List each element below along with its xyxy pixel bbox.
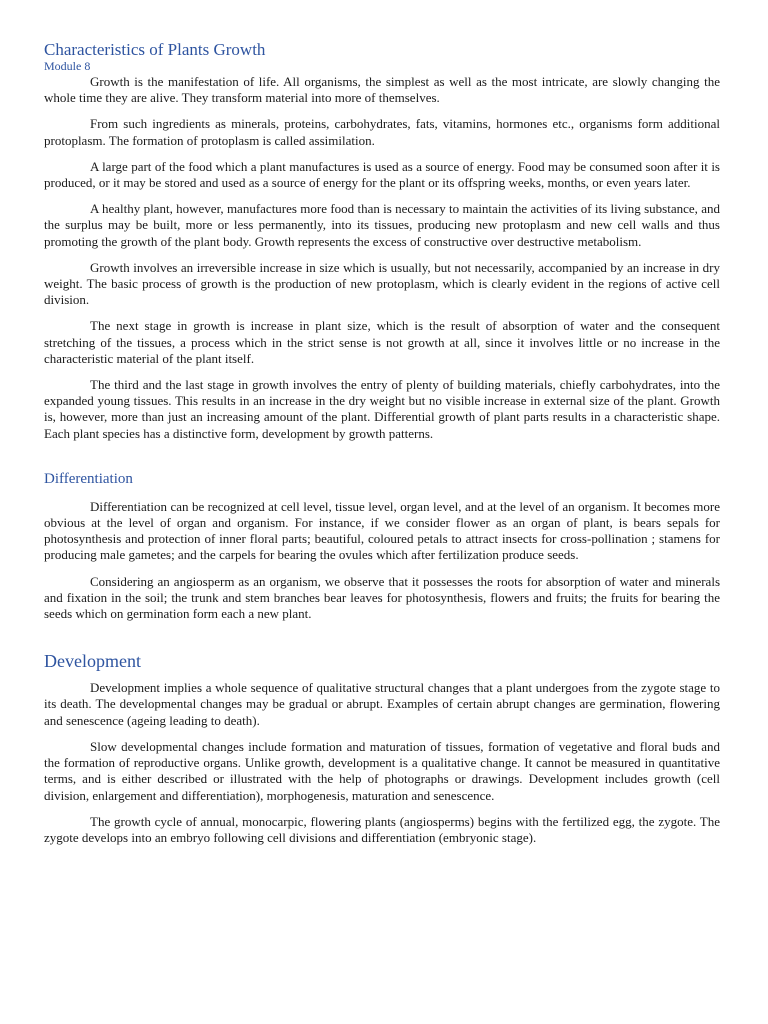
development-paragraph: Slow developmental changes include formation and maturation of tissues, formation of vegetative and floral buds and the formation of reproductive organs. Unlike growth, development is a qualitative change. It cannot be measured in quantitative terms, and is either described or illustrated with the help of photographs or drawings. Development includes growth (cell division, enlargement and differentiation), morphogenesis, maturation and senescence. bbox=[44, 738, 720, 803]
document-title: Characteristics of Plants Growth bbox=[44, 40, 266, 59]
differentiation-section bbox=[44, 499, 720, 622]
growth-paragraph: Growth involves an irreversible increase in size which is usually, but not necessarily, accompanied by an increase in dry weight. The basic process of growth is the production of new protoplasm, which is clearly evident in the regions of active cell division. bbox=[44, 259, 720, 308]
development-heading: Development bbox=[44, 651, 141, 672]
development-paragraph: Development implies a whole sequence of qualitative structural changes that a plant undergoes from the zygote stage to its death. The developmental changes may be gradual or abrupt. Examples of certain abrupt changes are germination, flowering and senescence (ageing leading to death). bbox=[44, 680, 720, 728]
document-page bbox=[44, 40, 720, 856]
growth-paragraph: The next stage in growth is increase in plant size, which is the result of absorption of water and the consequent stretching of the tissues, a process which in the strict sense is not growth at all, since it involves little or no increase in the characteristic material of the plant itself. bbox=[44, 318, 720, 366]
differentiation-paragraph: Differentiation can be recognized at cell level, tissue level, organ level, and at the level of an organism. It becomes more obvious at the level of organ and organism. For instance, if we consider flower as an organ of plant, is bears sepals for photosynthesis and protection of inner floral parts; beautiful, coloured petals to attract insects for cross-pollination ; stamens for producing male gametes; and the carpels for bearing the ovules which after fertilization produce seeds. bbox=[44, 498, 720, 563]
growth-paragraph: The third and the last stage in growth involves the entry of plenty of building materials, chiefly carbohydrates, into the expanded young tissues. This results in an increase in the dry weight but no visible increase in external size of the plant. Growth is, however, more than just an increasing amount of the plant. Differential growth of plant parts results in a characteristic shape. Each plant species has a distinctive form, development by growth patterns. bbox=[44, 377, 720, 441]
module-label: Module 8 bbox=[44, 59, 91, 73]
growth-paragraph: From such ingredients as minerals, proteins, carbohydrates, fats, vitamins, hormones etc., organisms form additional protoplasm. The formation of protoplasm is called assimilation. bbox=[44, 116, 720, 148]
growth-section bbox=[44, 74, 720, 442]
differentiation-heading: Differentiation bbox=[44, 470, 133, 487]
development-paragraph: The growth cycle of annual, monocarpic, flowering plants (angiosperms) begins with the fertilized egg, the zygote. The zygote develops into an embryo following cell divisions and differentiation (embryonic stage). bbox=[44, 813, 720, 845]
growth-paragraph: A healthy plant, however, manufactures more food than is necessary to maintain the activities of its living substance, and the surplus may be built, more or less permanently, into its tissues, producing new protoplasm and new cell walls and thus promoting the growth of the plant body. Growth represents the excess of constructive over destructive metabolism. bbox=[44, 201, 720, 249]
differentiation-paragraph: Considering an angiosperm as an organism, we observe that it possesses the roots for absorption of water and minerals and fixation in the soil; the trunk and stem branches bear leaves for photosynthesis, flowers and fruits; the fruits for bearing the seeds which on germination form each a new plant. bbox=[44, 573, 720, 622]
development-section bbox=[44, 680, 720, 846]
growth-paragraph: A large part of the food which a plant manufactures is used as a source of energy. Food may be consumed soon after it is produced, or it may be stored and used as a source of energy for the plant or its offspring weeks, months, or even years later. bbox=[44, 158, 720, 191]
growth-paragraph: Growth is the manifestation of life. All organisms, the simplest as well as the most intricate, are slowly changing the whole time they are alive. They transform material into more of themselves. bbox=[44, 74, 720, 106]
